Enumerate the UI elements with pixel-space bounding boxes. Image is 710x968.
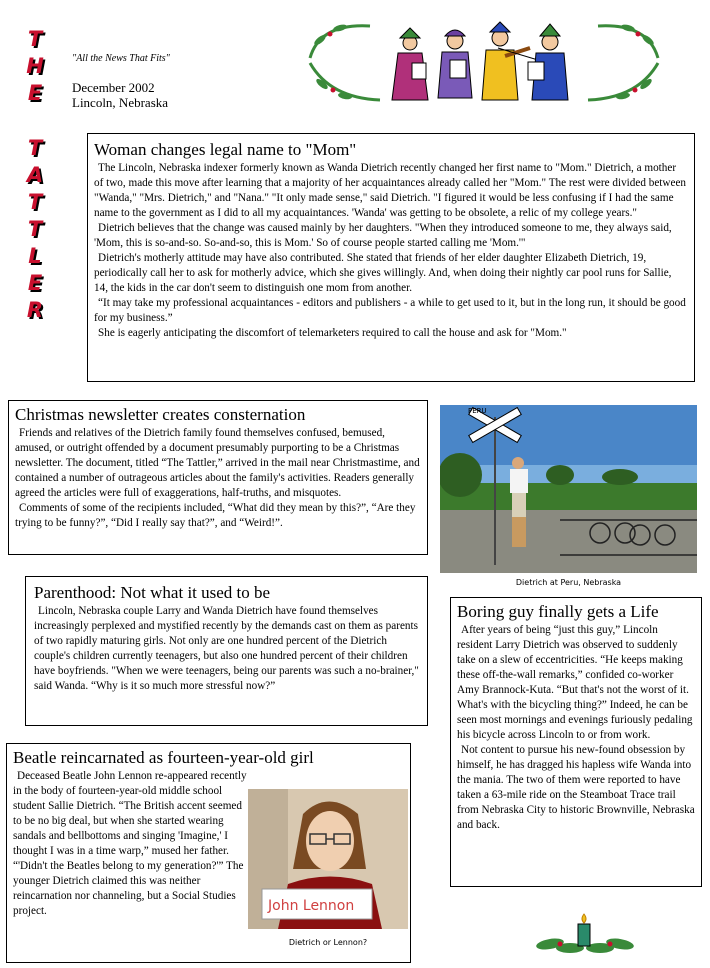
article-paragraph: Dietrich believes that the change was caused mainly by her daughters. "When they introduced someone to me, they always said, 'Mom, this is so-and-so. So-and-so, this is Mom.' So of course people started calling me 'Mom.'"	[94, 222, 672, 249]
article-body	[13, 769, 248, 919]
motto: "All the News That Fits"	[72, 53, 170, 64]
photo-icon	[440, 405, 697, 573]
article-paragraph: She is eagerly anticipating the discomfort of telemarketers required to call the house and ask for "Mom."	[98, 327, 567, 339]
dateline	[72, 80, 168, 110]
sign-text: PERU	[468, 407, 487, 415]
article-paragraph: The Lincoln, Nebraska indexer formerly known as Wanda Dietrich recently changed her first name to "Mom." Dietrich, a mother of two, made this move after learning that a majority of her acquaintances already called her "Mom." The rest were divided between "Wanda," "Mrs. Dietrich," and "Nana." "It only made sense," said Dietrich. "I figured it would be less confusing if I had the same name to the government as I did to all my acquaintances. 'Wanda' was getting to be obsolete, a relic of my college years."	[94, 162, 687, 219]
masthead-the	[22, 26, 48, 107]
place: Lincoln, Nebraska	[72, 95, 169, 110]
article-body	[34, 604, 419, 694]
masthead-letter: H	[26, 54, 44, 78]
photo-caption: Dietrich at Peru, Nebraska	[515, 578, 622, 587]
masthead-letter: T	[27, 136, 43, 160]
masthead-letter: E	[27, 81, 43, 105]
carolers-illustration	[300, 18, 668, 106]
article-paragraph: Lincoln, Nebraska couple Larry and Wanda Dietrich have found themselves increasingly perplexed and mystified recently by the demands cast on them as parents of two rapidly maturing girls. Not only are one hundred percent of the Dietrich couple's children currently teenagers, but also one hundred percent of their children have boyfriends. "When we were teenagers, being our parents was such a no-brainer," said Wanda. “Why is it so much more stressful now?”	[34, 605, 419, 692]
article-headline: Christmas newsletter creates consternation	[15, 405, 306, 424]
article-headline: Woman changes legal name to "Mom"	[94, 140, 357, 159]
masthead-letter: T	[27, 217, 43, 241]
article-paragraph: Deceased Beatle John Lennon re-appeared recently in the body of fourteen-year-old middle school student Sallie Dietrich. “The British accent seemed to be no big deal, but when she started wearing sandals and bellbottoms and singing 'Imagine,' I thought I was in a time warp,” mused her father. “'Didn't the Beatles belong to my generation?'” The younger Dietrich claimed this was neither reincarnation nor channeling, but a Social Studies project.	[13, 770, 247, 917]
article-headline: Parenthood: Not what it used to be	[34, 583, 271, 602]
masthead-letter: A	[26, 163, 44, 187]
candle-illustration	[530, 910, 640, 955]
masthead-letter: T	[27, 27, 43, 51]
carolers-icon	[300, 18, 668, 106]
article-parenthood	[25, 576, 428, 726]
masthead-letter: L	[28, 244, 42, 268]
article-paragraph: After years of being “just this guy,” Lincoln resident Larry Dietrich was observed to suddenly take on a slew of eccentricities. “He keeps making these off-the-wall remarks,” confided co-worker Amy Brannock-Kuta. “But that's not the worst of it. What's with the bicycling thing?” Indeed, he can be seen most mornings and evenings furiously pedaling his bicycle across Lincoln to or from work.	[457, 624, 693, 741]
article-headline: Beatle reincarnated as fourteen-year-old girl	[13, 748, 314, 767]
name-tag: John Lennon	[268, 898, 355, 914]
peru-photo	[440, 405, 697, 573]
sallie-photo	[248, 789, 408, 929]
article-mom	[87, 133, 695, 382]
article-paragraph: “It may take my professional acquaintances - editors and publishers - a while to get used to it, but in the long run, it should be good for my business.”	[94, 297, 686, 324]
article-boring-guy	[450, 597, 702, 887]
article-body	[94, 161, 688, 341]
candle-icon	[530, 910, 640, 955]
photo-icon	[248, 789, 408, 929]
article-body	[457, 623, 695, 833]
article-body	[15, 426, 421, 531]
article-paragraph: Comments of some of the recipients included, “What did they mean by this?”, “Are they trying to be funny?”, “Did I really say that?”, and “Weird!”.	[15, 502, 416, 529]
masthead-letter: R	[26, 298, 44, 322]
article-paragraph: Not content to pursue his new-found obsession by himself, he has dragged his hapless wife Wanda into the mania. The two of them were reported to have taken a 63-mile ride on the Steamboat Trace trail from Nebraska City to historic Brownville, Nebraska and back.	[457, 744, 695, 831]
article-paragraph: Friends and relatives of the Dietrich family found themselves confused, bemused, amused, or outright offended by a document presumably purporting to be a Christmas newsletter. The document, titled “The Tattler,” arrived in the mail near Christmastime, and contained a number of outrageous articles about the family's activities. Readers generally agreed the articles were full of exaggerations, half-truths, and misquotes.	[15, 427, 420, 499]
article-headline: Boring guy finally gets a Life	[457, 602, 659, 621]
photo-caption: Dietrich or Lennon?	[288, 938, 368, 947]
article-paragraph: Dietrich's motherly attitude may have also contributed. She stated that friends of her elder daughter Elizabeth Dietrich, 19, periodically call her to ask for motherly advice, which she gives willingly. And, when doing their nightly car pool runs for Sallie, 14, the kids in the car don't seem to distinguish one mom from another.	[94, 252, 672, 294]
masthead-tattler	[22, 135, 48, 324]
masthead-letter: T	[27, 190, 43, 214]
article-newsletter	[8, 400, 428, 555]
masthead-letter: E	[27, 271, 43, 295]
date: December 2002	[72, 80, 155, 95]
